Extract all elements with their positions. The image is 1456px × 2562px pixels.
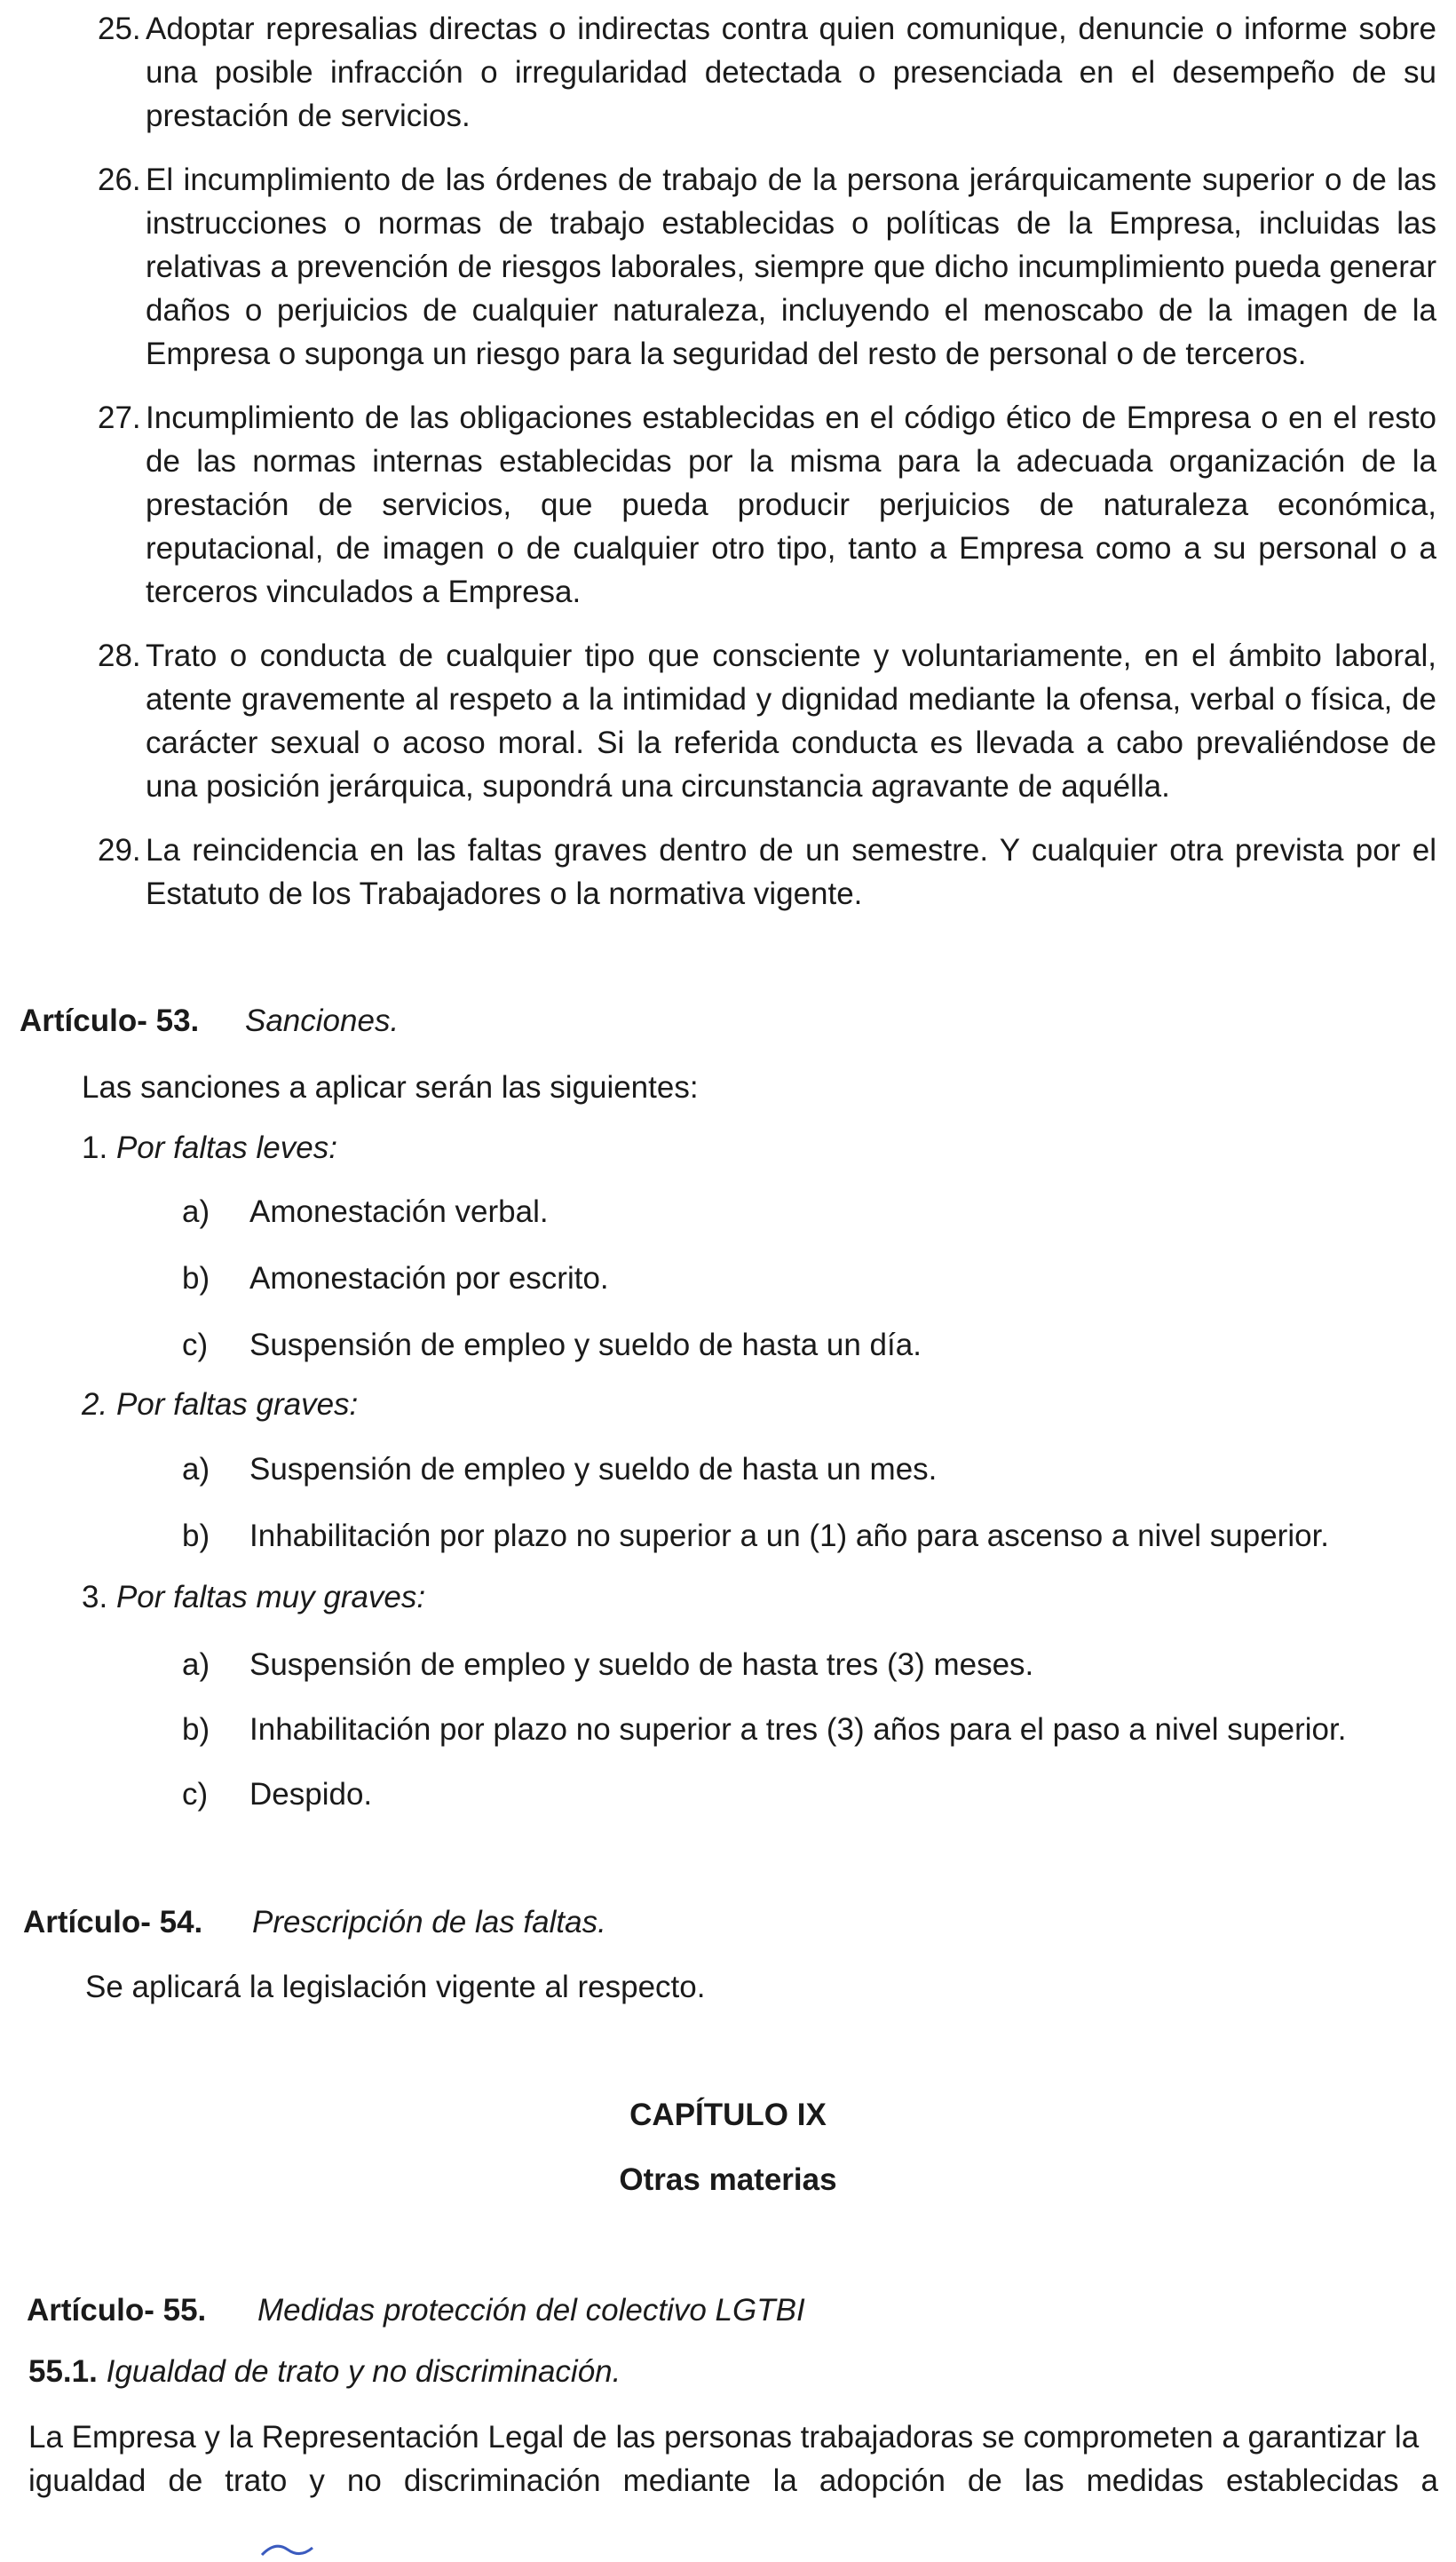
- article-55-heading: [27, 2288, 805, 2332]
- subsection-55-1-heading: 55.1. Igualdad de trato y no discriminación.: [28, 2354, 621, 2389]
- item-text: Trato o conducta de cualquier tipo que consciente y voluntariamente, en el ámbito laboral, atente gravemente al respeto a la intimidad y dignidad mediante la ofensa, verbal o física, de carácter sexual o acoso moral. Si la referida conducta es llevada a cabo prevaliéndose de una posición jerárquica, supondrá una circunstancia agravante de aquélla.: [146, 639, 1436, 804]
- infractions-list: [98, 7, 1436, 936]
- article-53-heading: [20, 999, 399, 1043]
- sanctions-intro: Las sanciones a aplicar serán las siguientes:: [82, 1070, 699, 1105]
- sanction-option: b) Inhabilitación por plazo no superior a un (1) año para ascenso a nivel superior.: [182, 1519, 1330, 1553]
- sanction-option: b) Amonestación por escrito.: [182, 1261, 609, 1296]
- list-item: [98, 634, 1436, 808]
- sanction-group-2-title: 2. Por faltas graves:: [82, 1387, 359, 1422]
- sanction-option: c) Despido.: [182, 1777, 373, 1812]
- item-text: La reincidencia en las faltas graves dentro de un semestre. Y cualquier otra prevista por el Estatuto de los Trabajadores o la normativa vigente.: [146, 833, 1436, 911]
- article-54-text: Se aplicará la legislación vigente al respecto.: [85, 1970, 706, 2004]
- sanction-group-3-title: 3. Por faltas muy graves:: [82, 1580, 426, 1614]
- sanction-option: a) Suspensión de empleo y sueldo de hasta un mes.: [182, 1452, 938, 1487]
- item-text: Incumplimiento de las obligaciones establecidas en el código ético de Empresa o en el resto de las normas internas establecidas por la misma para la adecuada organización de la prestación de servicios, que pueda producir perjuicios de naturaleza económica, reputacional, de imagen o de cualquier otro tipo, tanto a Empresa como a su personal o a terceros vinculados a Empresa.: [146, 401, 1436, 609]
- item-number: 26.: [98, 163, 141, 197]
- article-label: Artículo- 55.: [27, 2293, 207, 2328]
- article-title: Medidas protección del colectivo LGTBI: [257, 2293, 805, 2328]
- list-item: [98, 829, 1436, 916]
- item-number: 28.: [98, 639, 141, 673]
- sanction-option: a) Amonestación verbal.: [182, 1194, 549, 1229]
- item-text: El incumplimiento de las órdenes de trabajo de la persona jerárquicamente superior o de las instrucciones o normas de trabajo establecidas o políticas de la Empresa, incluidas las relativas a prevención de riesgos laborales, siempre que dicho incumplimiento pueda generar daños o perjuicios de cualquier naturaleza, incluyendo el menoscabo de la imagen de la Empresa o suponga un riesgo para la seguridad del resto de personal o de terceros.: [146, 163, 1436, 371]
- article-label: Artículo- 54.: [23, 1905, 203, 1939]
- article-55-text: La Empresa y la Representación Legal de las personas trabajadoras se comprometen a garantizar la igualdad de trato y no discriminación mediante la adopción de las medidas establecidas a: [28, 2420, 1438, 2498]
- sanction-option: b) Inhabilitación por plazo no superior a tres (3) años para el paso a nivel superior.: [182, 1712, 1347, 1747]
- chapter-subtitle: Otras materias: [619, 2162, 837, 2197]
- article-54-heading: [23, 1900, 606, 1944]
- list-item: [98, 7, 1436, 138]
- scan-mark-icon: [257, 2535, 328, 2562]
- item-number: 27.: [98, 401, 141, 435]
- article-label: Artículo- 53.: [20, 1003, 200, 1038]
- list-item: [98, 158, 1436, 376]
- sanction-option: c) Suspensión de empleo y sueldo de hasta un día.: [182, 1328, 922, 1362]
- article-title: Prescripción de las faltas.: [252, 1905, 606, 1939]
- item-number: 25.: [98, 12, 141, 46]
- list-item: [98, 396, 1436, 614]
- sanction-option: a) Suspensión de empleo y sueldo de hasta tres (3) meses.: [182, 1647, 1034, 1682]
- article-title: Sanciones.: [245, 1003, 400, 1038]
- sanction-group-1-title: 1. Por faltas leves:: [82, 1130, 337, 1165]
- item-text: Adoptar represalias directas o indirectas contra quien comunique, denuncie o informe sobre una posible infracción o irregularidad detectada o presenciada en el desempeño de su prestación de servicios.: [146, 12, 1436, 133]
- item-number: 29.: [98, 833, 141, 868]
- chapter-title: CAPÍTULO IX: [629, 2098, 827, 2132]
